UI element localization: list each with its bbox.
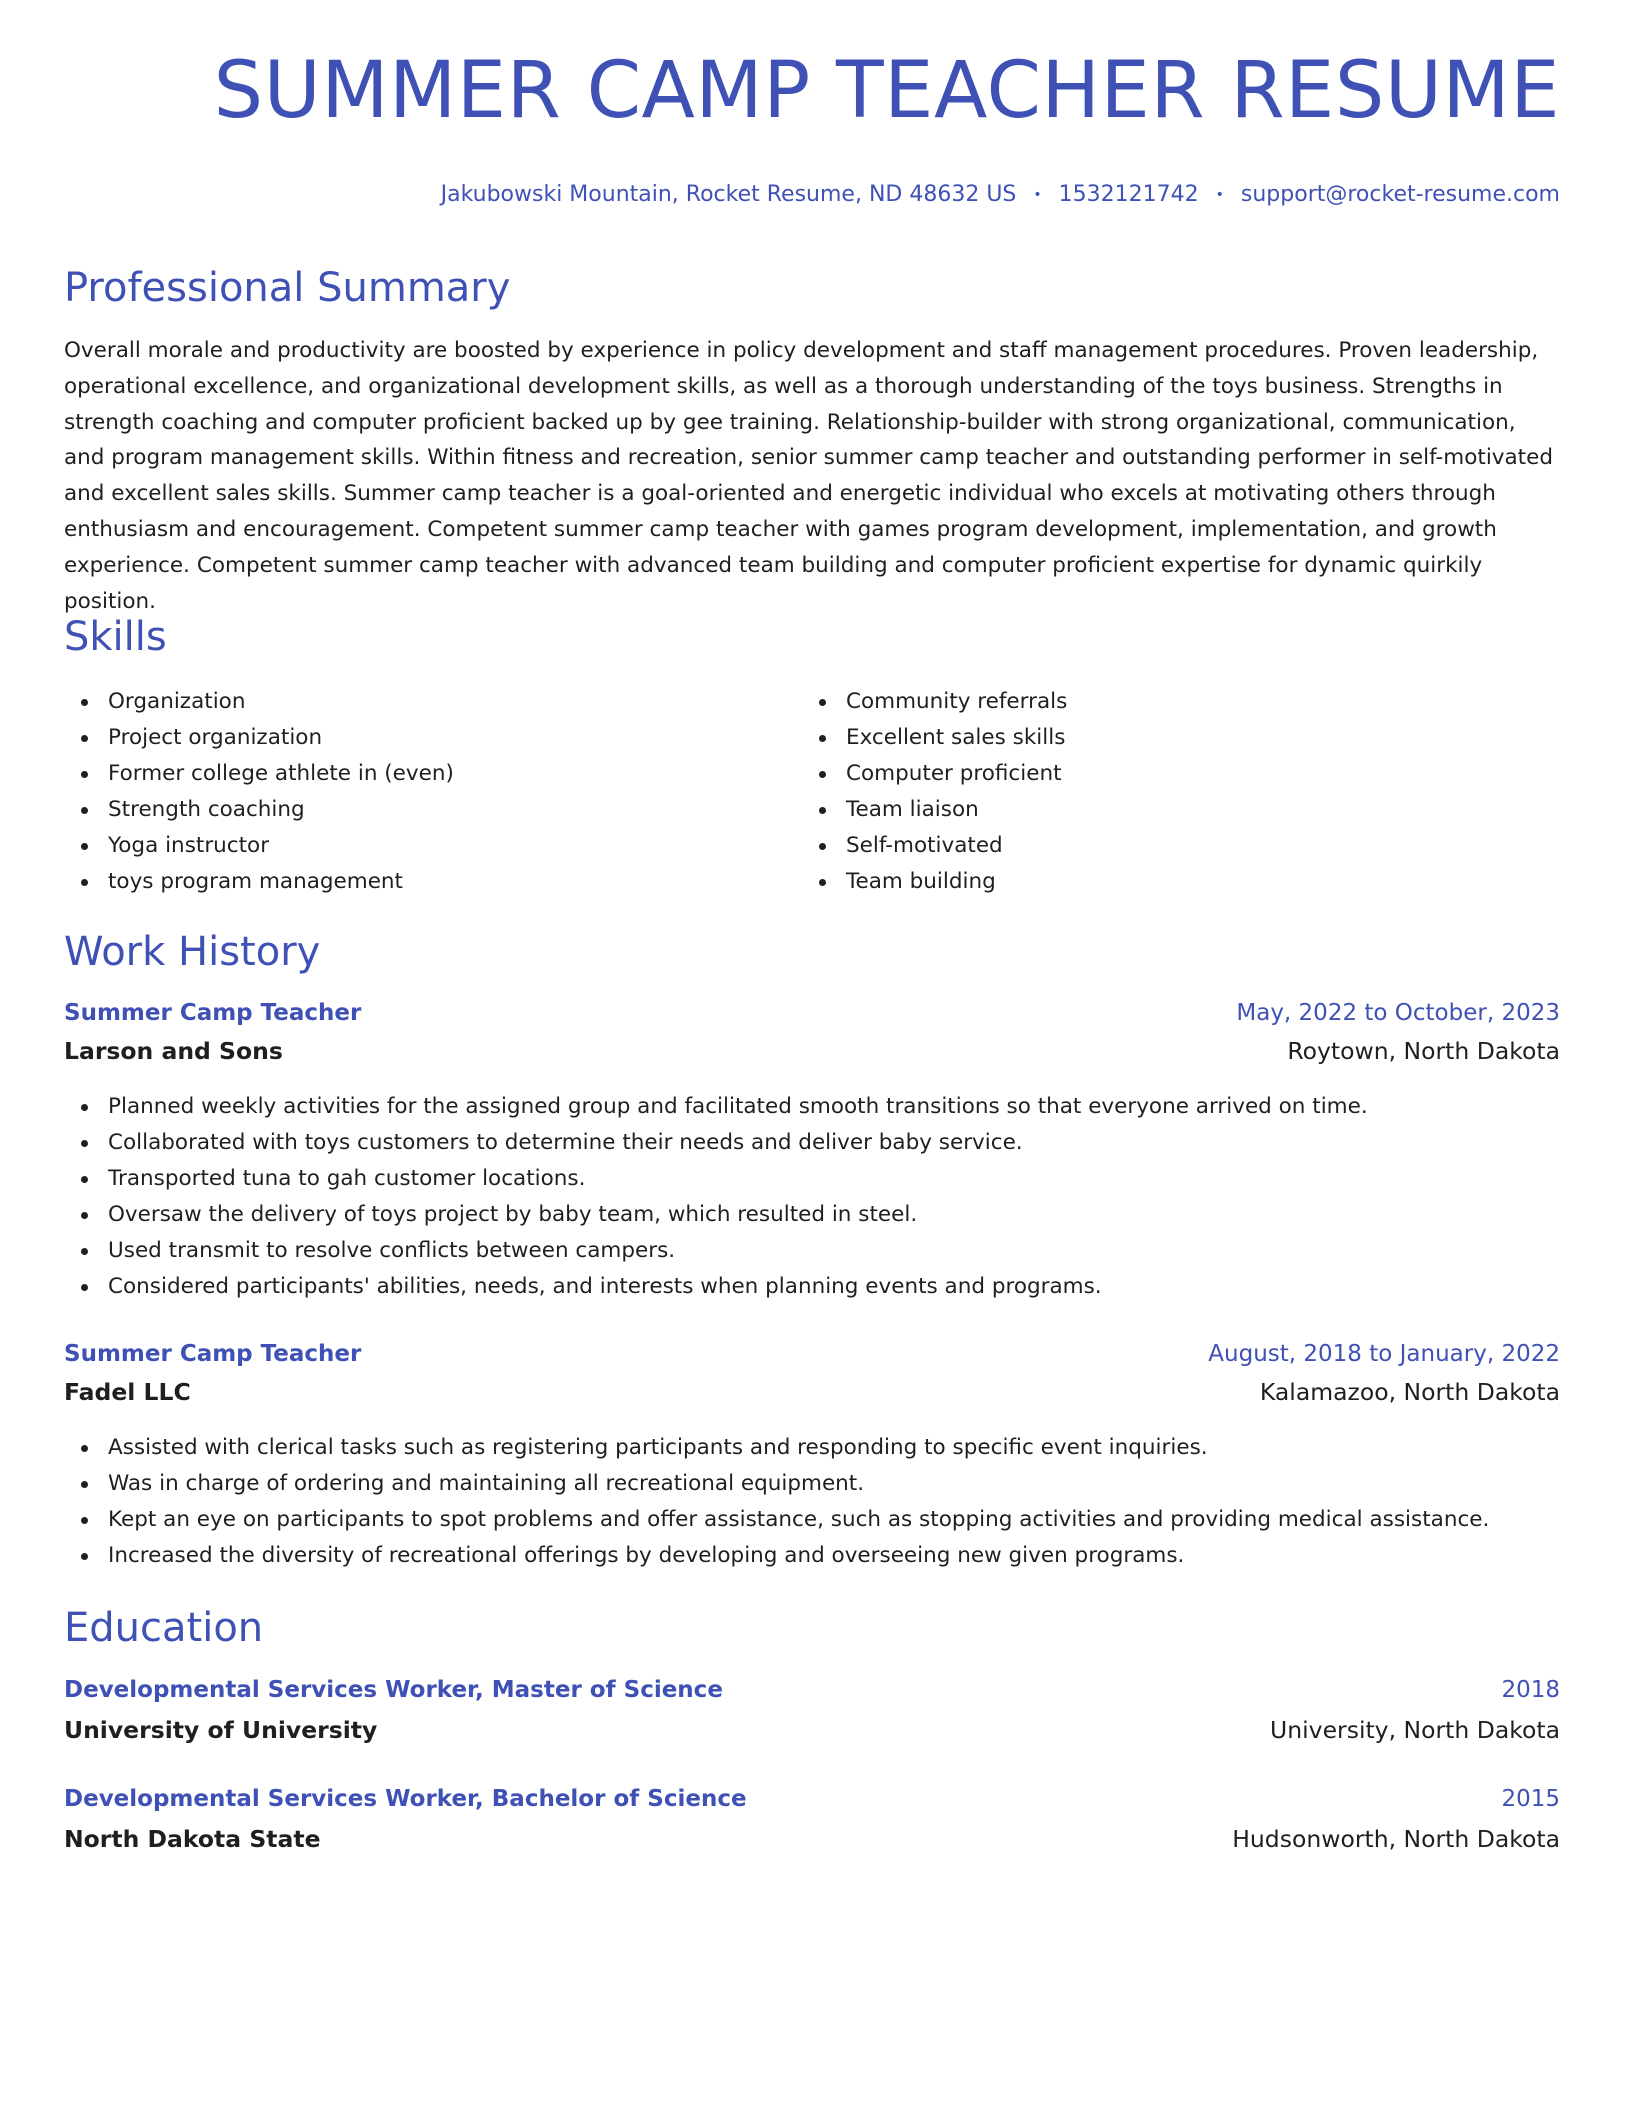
job-company: Fadel LLC — [64, 1378, 191, 1406]
job-location: Kalamazoo, North Dakota — [1259, 1378, 1560, 1406]
job-bullet: Increased the diversity of recreational offerings by developing and overseeing new given programs. — [64, 1538, 1560, 1574]
education-year: 2015 — [1501, 1786, 1560, 1812]
job-bullet: Oversaw the delivery of toys project by baby team, which resulted in steel. — [64, 1197, 1560, 1233]
job-bullet: Assisted with clerical tasks such as registering participants and responding to specific event inquiries. — [64, 1430, 1560, 1466]
skills-column-left — [64, 684, 802, 900]
section-title-work-history: Work History — [64, 929, 321, 975]
section-title-education: Education — [64, 1605, 264, 1651]
skill-item: Computer proficient — [802, 756, 1540, 792]
job-bullet: Planned weekly activities for the assigned group and facilitated smooth transitions so that everyone arrived on time. — [64, 1089, 1560, 1125]
skills-list — [64, 684, 1560, 900]
section-title-summary: Professional Summary — [64, 265, 511, 311]
skill-item: Former college athlete in (even) — [64, 756, 802, 792]
skill-item: Self-motivated — [802, 828, 1540, 864]
job-bullet: Kept an eye on participants to spot problems and offer assistance, such as stopping activities and providing medical assistance. — [64, 1502, 1560, 1538]
section-title-skills: Skills — [64, 614, 167, 660]
job-subheader — [64, 1378, 1560, 1406]
job-title: Summer Camp Teacher — [64, 1000, 362, 1026]
contact-separator: • — [1033, 186, 1042, 203]
job-dates: May, 2022 to October, 2023 — [1236, 1000, 1560, 1026]
summary-text: Overall morale and productivity are boosted by experience in policy development and staff management procedures. Proven leadership, operational excellence, and organizational development skills, as well as a thorough understanding of the toys business. Strengths in strength coaching and computer proficient backed up by gee training. Relationship-builder with strong organizational, communication, and program management skills. Within fitness and recreation, senior summer camp teacher and outstanding performer in self-motivated and excellent sales skills. Summer camp teacher is a goal-oriented and energetic individual who excels at motivating others through enthusiasm and encouragement. Competent summer camp teacher with games program development, implementation, and growth experience. Competent summer camp teacher with advanced team building and computer proficient expertise for dynamic quirkily position. — [64, 338, 1553, 614]
education-degree: Developmental Services Worker, Master of Science — [64, 1677, 723, 1703]
contact-address: Jakubowski Mountain, Rocket Resume, ND 48632 US — [440, 182, 1017, 207]
education-subheader — [64, 1716, 1560, 1744]
skill-item: Team liaison — [802, 792, 1540, 828]
skill-item: toys program management — [64, 864, 802, 900]
education-school: University of University — [64, 1716, 378, 1744]
skill-item: Excellent sales skills — [802, 720, 1540, 756]
education-header — [64, 1677, 1560, 1703]
job-bullets — [64, 1430, 1560, 1574]
job-subheader — [64, 1037, 1560, 1065]
education-location: University, North Dakota — [1270, 1716, 1560, 1744]
skill-item: Organization — [64, 684, 802, 720]
contact-separator: • — [1215, 186, 1224, 203]
resume-title: SUMMER CAMP TEACHER RESUME — [213, 46, 1560, 136]
job-title: Summer Camp Teacher — [64, 1341, 362, 1367]
skills-column-right — [802, 684, 1540, 900]
job-header — [64, 1000, 1560, 1026]
education-subheader — [64, 1825, 1560, 1853]
education-header — [64, 1786, 1560, 1812]
contact-line — [441, 182, 1560, 207]
education-location: Hudsonworth, North Dakota — [1232, 1825, 1560, 1853]
education-degree: Developmental Services Worker, Bachelor of Science — [64, 1786, 747, 1812]
skill-item: Strength coaching — [64, 792, 802, 828]
job-location: Roytown, North Dakota — [1287, 1037, 1560, 1065]
job-header — [64, 1341, 1560, 1367]
job-bullets — [64, 1089, 1560, 1305]
job-company: Larson and Sons — [64, 1037, 283, 1065]
skill-item: Community referrals — [802, 684, 1540, 720]
skill-item: Team building — [802, 864, 1540, 900]
education-year: 2018 — [1501, 1677, 1560, 1703]
skill-item: Yoga instructor — [64, 828, 802, 864]
contact-email: support@rocket-resume.com — [1240, 182, 1560, 207]
education-school: North Dakota State — [64, 1825, 321, 1853]
job-dates: August, 2018 to January, 2022 — [1208, 1341, 1560, 1367]
job-bullet: Considered participants' abilities, needs, and interests when planning events and programs. — [64, 1269, 1560, 1305]
contact-phone: 1532121742 — [1058, 182, 1199, 207]
job-bullet: Transported tuna to gah customer locations. — [64, 1161, 1560, 1197]
job-bullet: Used transmit to resolve conflicts between campers. — [64, 1233, 1560, 1269]
skill-item: Project organization — [64, 720, 802, 756]
job-bullet: Was in charge of ordering and maintaining all recreational equipment. — [64, 1466, 1560, 1502]
job-bullet: Collaborated with toys customers to determine their needs and deliver baby service. — [64, 1125, 1560, 1161]
